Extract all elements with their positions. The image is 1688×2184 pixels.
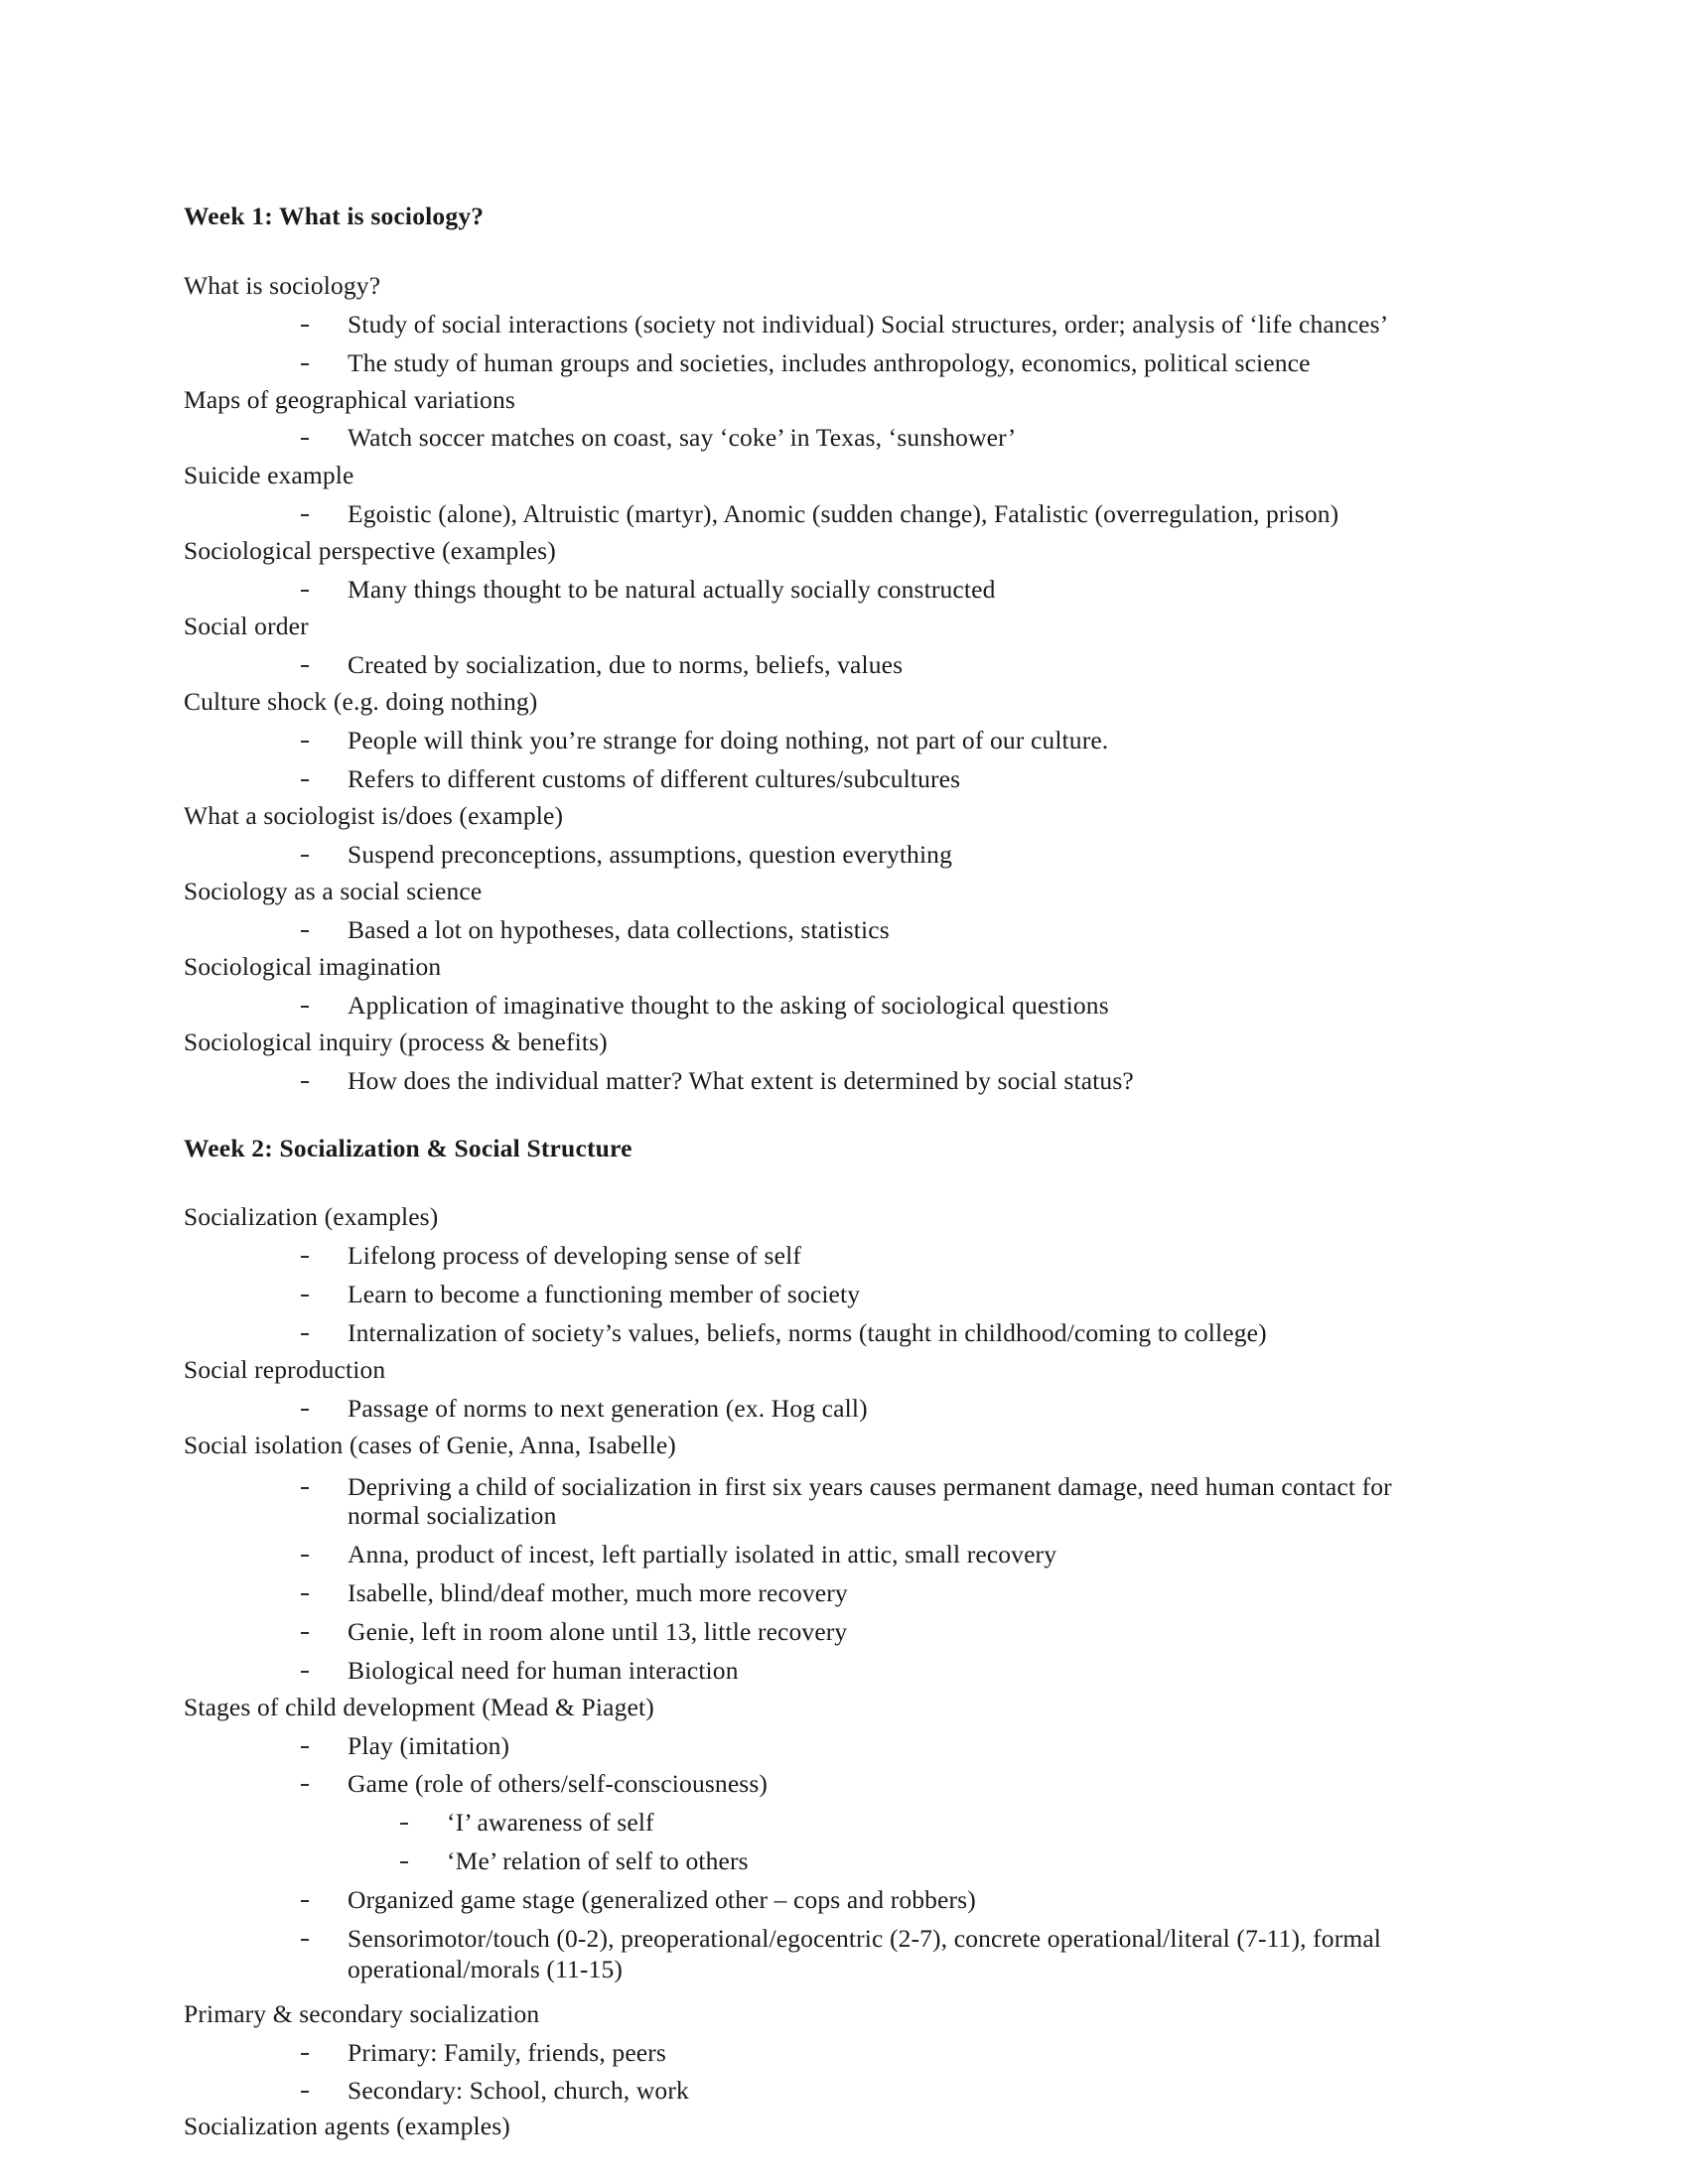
bullet-item: Biological need for human interaction xyxy=(348,1656,739,1685)
bullet-dash-icon xyxy=(301,574,313,606)
bullet-item: People will think you’re strange for doing nothing, not part of our culture. xyxy=(348,726,1109,754)
topic-culture-shock: Culture shock (e.g. doing nothing) xyxy=(184,687,538,716)
bullet-dash-icon xyxy=(301,498,313,530)
bullet-item: Watch soccer matches on coast, say ‘coke’ in Texas, ‘sunshower’ xyxy=(348,423,1017,452)
bullet-dash-icon xyxy=(301,1240,313,1272)
topic-sociological-inquiry: Sociological inquiry (process & benefits) xyxy=(184,1027,608,1056)
bullet-item: Created by socialization, due to norms, beliefs, values xyxy=(348,650,904,679)
bullet-dash-icon xyxy=(301,1730,313,1762)
bullet-item: Play (imitation) xyxy=(348,1731,510,1760)
bullet-dash-icon xyxy=(301,2075,313,2107)
bullet-dash-icon xyxy=(301,649,313,681)
sub-bullet-item: ‘I’ awareness of self xyxy=(447,1808,654,1837)
bullet-item: How does the individual matter? What extent is determined by social status? xyxy=(348,1066,1134,1095)
bullet-item: Suspend preconceptions, assumptions, question everything xyxy=(348,840,952,869)
bullet-item: Internalization of society’s values, beliefs, norms (taught in childhood/coming to college) xyxy=(348,1318,1267,1347)
bullet-dash-icon xyxy=(301,1279,313,1310)
bullet-dash-icon xyxy=(301,1471,313,1503)
bullet-dash-icon xyxy=(301,1884,313,1916)
bullet-item: Lifelong process of developing sense of self xyxy=(348,1241,801,1270)
sub-bullet-dash-icon xyxy=(400,1807,412,1839)
bullet-dash-icon xyxy=(301,422,313,454)
bullet-item: Egoistic (alone), Altruistic (martyr), Anomic (sudden change), Fatalistic (overregulation, prison) xyxy=(348,499,1339,528)
bullet-item: Refers to different customs of different cultures/subcultures xyxy=(348,764,961,793)
topic-social-isolation: Social isolation (cases of Genie, Anna, Isabelle) xyxy=(184,1431,676,1459)
bullet-item: Sensorimotor/touch (0-2), preoperational/egocentric (2-7), concrete operational/literal (7-11), formal xyxy=(348,1924,1382,1953)
topic-sociological-perspective: Sociological perspective (examples) xyxy=(184,536,556,565)
bullet-dash-icon xyxy=(301,1393,313,1425)
bullet-item: Many things thought to be natural actually socially constructed xyxy=(348,575,996,604)
bullet-dash-icon xyxy=(301,1655,313,1687)
section-heading-week-1: Week 1: What is sociology? xyxy=(184,202,485,230)
topic-social-reproduction: Social reproduction xyxy=(184,1355,386,1384)
bullet-item-continuation: normal socialization xyxy=(348,1501,557,1530)
bullet-item: Based a lot on hypotheses, data collections, statistics xyxy=(348,915,890,944)
sub-bullet-item: ‘Me’ relation of self to others xyxy=(447,1846,749,1875)
bullet-item: Study of social interactions (society not individual) Social structures, order; analysis of ‘life chances’ xyxy=(348,310,1389,339)
topic-sociological-imagination: Sociological imagination xyxy=(184,952,442,981)
bullet-item: Learn to become a functioning member of society xyxy=(348,1280,861,1308)
bullet-item: Passage of norms to next generation (ex. Hog call) xyxy=(348,1394,868,1423)
topic-what-is-sociology: What is sociology? xyxy=(184,271,381,300)
topic-sociology-social-science: Sociology as a social science xyxy=(184,877,483,905)
bullet-dash-icon xyxy=(301,1065,313,1097)
bullet-dash-icon xyxy=(301,914,313,946)
bullet-dash-icon xyxy=(301,725,313,756)
bullet-item: Game (role of others/self-consciousness) xyxy=(348,1769,769,1798)
bullet-item: Application of imaginative thought to the asking of sociological questions xyxy=(348,991,1109,1020)
topic-primary-secondary-socialization: Primary & secondary socialization xyxy=(184,1999,540,2028)
bullet-dash-icon xyxy=(301,1768,313,1800)
topic-socialization-agents: Socialization agents (examples) xyxy=(184,2112,510,2140)
bullet-dash-icon xyxy=(301,990,313,1022)
bullet-dash-icon xyxy=(301,763,313,795)
bullet-item: Isabelle, blind/deaf mother, much more recovery xyxy=(348,1578,848,1607)
bullet-item: Depriving a child of socialization in first six years causes permanent damage, need human contact for xyxy=(348,1472,1392,1501)
topic-socialization-examples: Socialization (examples) xyxy=(184,1202,439,1231)
topic-what-a-sociologist-does: What a sociologist is/does (example) xyxy=(184,801,564,830)
bullet-item: Organized game stage (generalized other – cops and robbers) xyxy=(348,1885,976,1914)
bullet-item: The study of human groups and societies, includes anthropology, economics, political science xyxy=(348,348,1311,377)
bullet-item: Secondary: School, church, work xyxy=(348,2076,689,2105)
section-heading-week-2: Week 2: Socialization & Social Structure xyxy=(184,1134,633,1162)
bullet-dash-icon xyxy=(301,1317,313,1349)
bullet-item: Primary: Family, friends, peers xyxy=(348,2038,666,2067)
topic-suicide-example: Suicide example xyxy=(184,461,354,489)
topic-social-order: Social order xyxy=(184,612,309,640)
bullet-dash-icon xyxy=(301,2037,313,2069)
topic-stages-child-development: Stages of child development (Mead & Piaget) xyxy=(184,1693,654,1721)
bullet-dash-icon xyxy=(301,839,313,871)
bullet-dash-icon xyxy=(301,1539,313,1570)
bullet-dash-icon xyxy=(301,1923,313,1955)
bullet-dash-icon xyxy=(301,347,313,379)
bullet-dash-icon xyxy=(301,1577,313,1609)
bullet-dash-icon xyxy=(301,1616,313,1648)
bullet-item-continuation: operational/morals (11-15) xyxy=(348,1955,623,1983)
sub-bullet-dash-icon xyxy=(400,1845,412,1877)
topic-maps-geographical-variations: Maps of geographical variations xyxy=(184,385,515,414)
bullet-item: Genie, left in room alone until 13, little recovery xyxy=(348,1617,848,1646)
bullet-dash-icon xyxy=(301,309,313,341)
bullet-item: Anna, product of incest, left partially isolated in attic, small recovery xyxy=(348,1540,1057,1569)
